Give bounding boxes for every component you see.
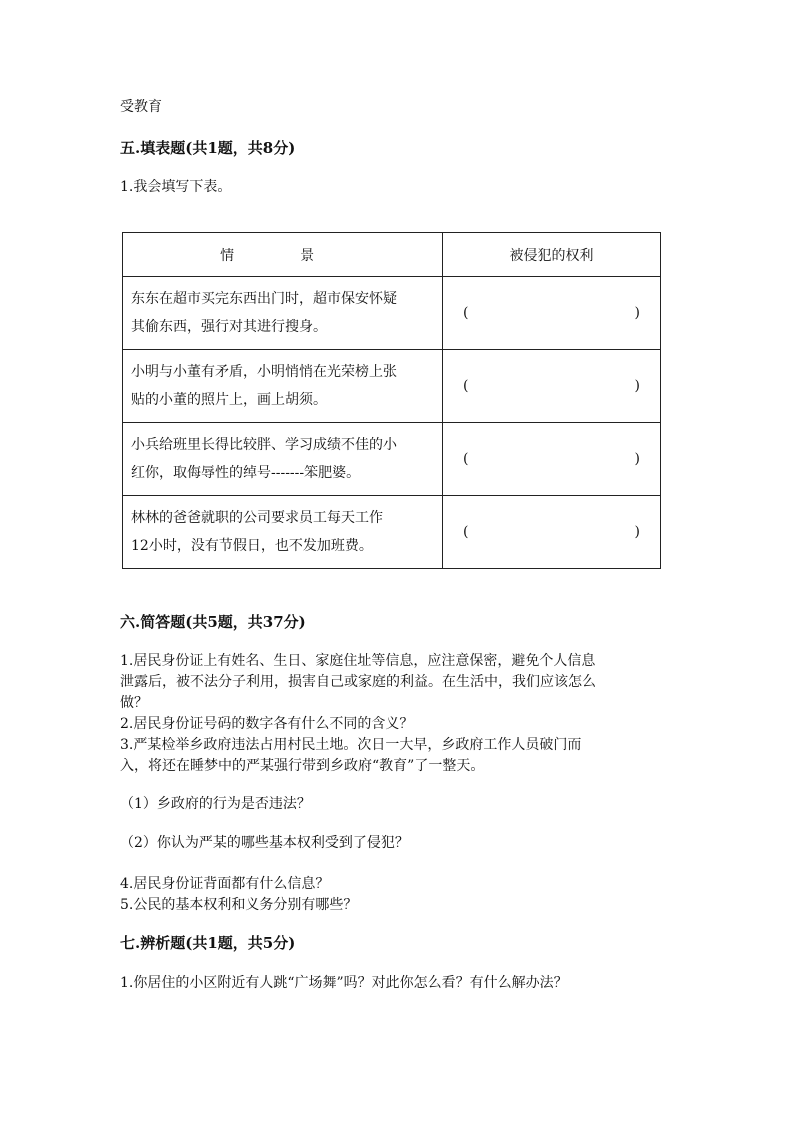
table-row [123,350,661,423]
section-6-heading: 六.简答题(共5题，共37分) [120,613,306,631]
right-paren: ) [634,305,640,321]
scene-line: 其偷东西，强行对其进行搜身。 [131,319,327,335]
scene-line: 林林的爸爸就职的公司要求员工每天工作 [131,510,383,526]
answer-cell[interactable] [443,350,661,423]
section-6-q3-line1: 3.严某检举乡政府违法占用村民土地。次日一大早，乡政府工作人员破门而 [120,737,582,753]
scene-cell [123,423,443,496]
section-6-q3-sub1: （1）乡政府的行为是否违法？ [120,796,311,812]
answer-cell[interactable] [443,423,661,496]
answer-cell[interactable] [443,496,661,569]
continuation-text: 受教育 [120,99,162,115]
scene-line: 12小时，没有节假日，也不发加班费。 [131,538,373,554]
scene-line: 东东在超市买完东西出门时，超市保安怀疑 [131,291,397,307]
answer-cell[interactable] [443,277,661,350]
section-5-heading: 五.填表题(共1题，共8分) [120,139,296,157]
right-paren: ) [634,378,640,394]
section-7-question-1: 1.你居住的小区附近有人跳“广场舞”吗？对此你怎么看？有什么解办法？ [120,975,568,991]
scene-line: 小明与小董有矛盾，小明悄悄在光荣榜上张 [131,364,397,380]
section-6-q1-line1: 1.居民身份证上有姓名、生日、家庭住址等信息，应注意保密，避免个人信息 [120,653,596,669]
left-paren: ( [463,305,469,321]
section-5-question-1: 1.我会填写下表。 [120,179,232,195]
left-paren: ( [463,378,469,394]
section-7-heading: 七.辨析题(共1题，共5分) [120,934,296,952]
table-header-row [123,233,661,277]
header-right: 被侵犯的权利 [443,233,661,277]
scene-cell [123,350,443,423]
section-6-question-2: 2.居民身份证号码的数字各有什么不同的含义？ [120,716,414,732]
header-scene: 情 景 [123,233,443,277]
scene-cell [123,277,443,350]
section-6-q3-line2: 入，将还在睡梦中的严某强行带到乡政府“教育”了一整天。 [120,758,485,774]
section-6-question-5: 5.公民的基本权利和义务分别有哪些？ [120,897,358,913]
table-row [123,496,661,569]
right-paren: ) [634,451,640,467]
scene-cell [123,496,443,569]
scene-line: 红你，取侮辱性的绰号-------笨肥婆。 [131,465,361,481]
left-paren: ( [463,451,469,467]
scene-line: 小兵给班里长得比较胖、学习成绩不佳的小 [131,437,397,453]
right-paren: ) [634,524,640,540]
left-paren: ( [463,524,469,540]
rights-table [122,232,661,569]
section-6-q1-line3: 做？ [120,695,148,711]
section-6-q3-sub2: （2）你认为严某的哪些基本权利受到了侵犯？ [120,835,409,851]
table-row [123,423,661,496]
section-6-q1-line2: 泄露后，被不法分子利用，损害自己或家庭的利益。在生活中，我们应该怎么 [120,674,596,690]
scene-line: 贴的小董的照片上，画上胡须。 [131,392,327,408]
table-row [123,277,661,350]
section-6-question-4: 4.居民身份证背面都有什么信息？ [120,876,330,892]
